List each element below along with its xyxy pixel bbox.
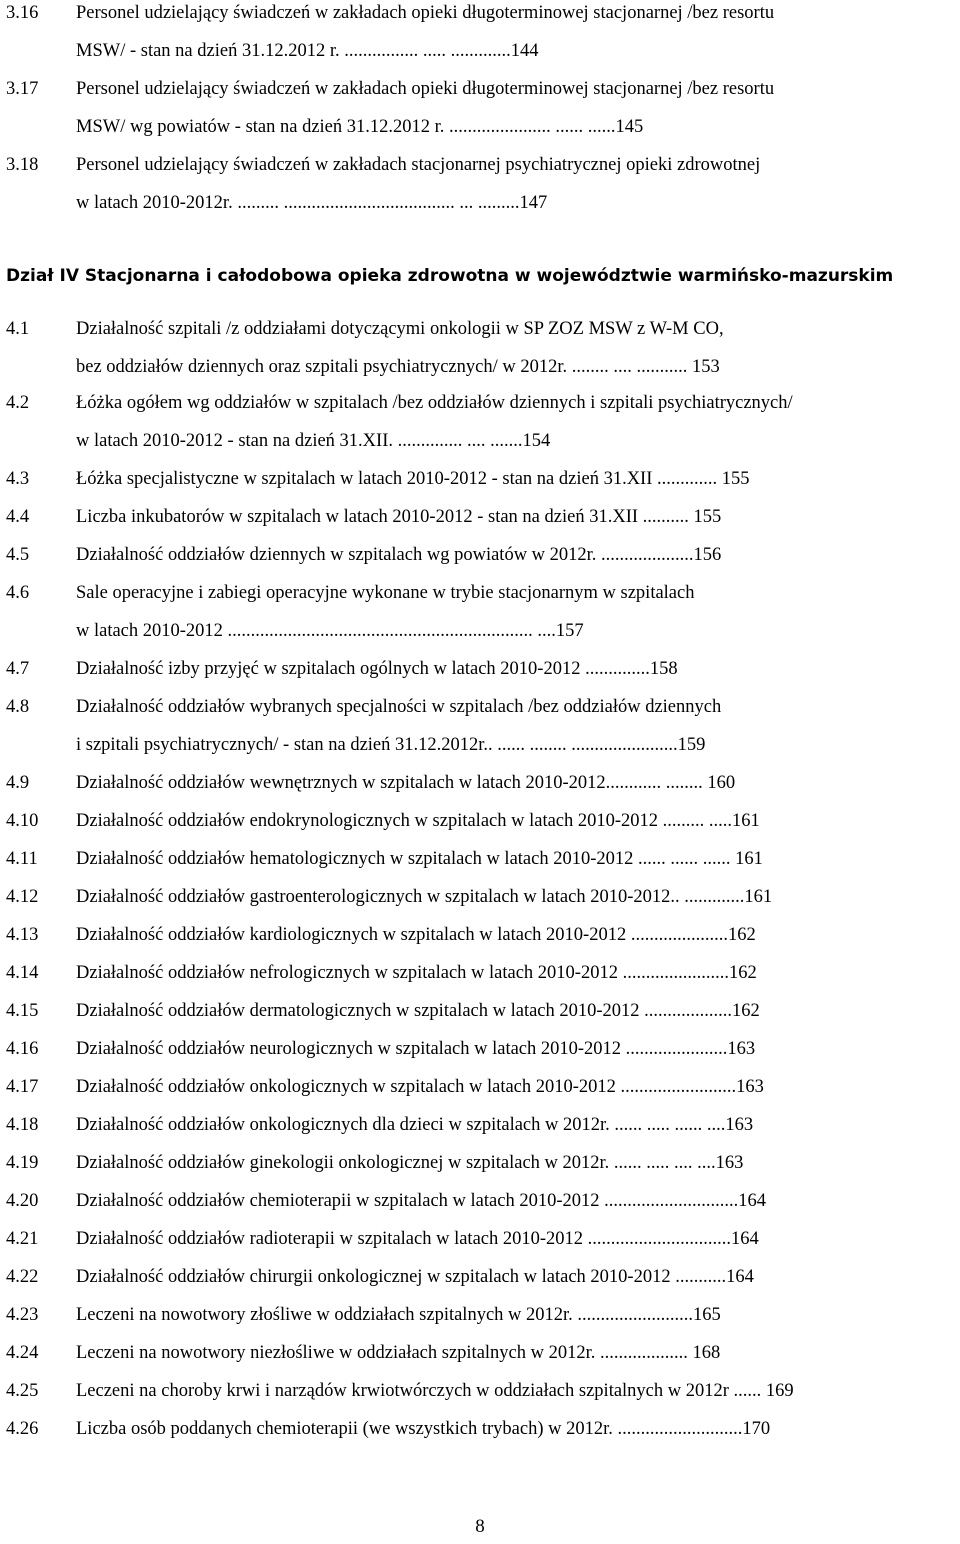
entry-title: Leczeni na choroby krwi i narządów krwiotwórczych w oddziałach szpitalnych w 2012r ...... 169 bbox=[76, 1381, 794, 1401]
toc-entry-4-1 bbox=[6, 310, 956, 386]
toc-entry-4-7 bbox=[6, 650, 956, 688]
entry-title: Łóżka ogółem wg oddziałów w szpitalach /bez oddziałów dziennych i szpitali psychiatrycznych/ bbox=[76, 393, 793, 413]
entry-number: 4.15 bbox=[6, 1001, 39, 1021]
toc-entry-4-10 bbox=[6, 802, 956, 840]
entry-title-continuation: bez oddziałów dziennych oraz szpitali psychiatrycznych/ w 2012r. ........ .... ........... 153 bbox=[76, 357, 720, 377]
entry-number: 4.16 bbox=[6, 1039, 39, 1059]
entry-number: 4.7 bbox=[6, 659, 30, 679]
entry-number: 4.19 bbox=[6, 1153, 39, 1173]
entry-number: 4.9 bbox=[6, 773, 30, 793]
entry-number: 4.26 bbox=[6, 1419, 39, 1439]
toc-entry-4-15 bbox=[6, 992, 956, 1030]
entry-title: Działalność oddziałów ginekologii onkologicznej w szpitalach w 2012r. ...... ..... .... ....163 bbox=[76, 1153, 744, 1173]
toc-entry-3-16 bbox=[6, 0, 956, 70]
entry-number: 3.17 bbox=[6, 79, 39, 99]
entry-title-continuation: MSW/ wg powiatów - stan na dzień 31.12.2012 r. ...................... ...... ......145 bbox=[76, 117, 644, 137]
entry-title: Personel udzielający świadczeń w zakładach opieki długoterminowej stacjonarnej /bez resortu bbox=[76, 79, 775, 99]
entry-title-continuation: MSW/ - stan na dzień 31.12.2012 r. ................ ..... .............144 bbox=[76, 41, 539, 61]
toc-entry-4-11 bbox=[6, 840, 956, 878]
entry-title: Personel udzielający świadczeń w zakładach opieki długoterminowej stacjonarnej /bez resortu bbox=[76, 3, 775, 23]
entry-title: Działalność oddziałów wybranych specjalności w szpitalach /bez oddziałów dziennych bbox=[76, 697, 722, 717]
toc-entry-4-22 bbox=[6, 1258, 956, 1296]
entry-title-continuation: i szpitali psychiatrycznych/ - stan na dzień 31.12.2012r.. ...... ........ .......................159 bbox=[76, 735, 706, 755]
entry-title: Działalność szpitali /z oddziałami dotyczącymi onkologii w SP ZOZ MSW z W-M CO, bbox=[76, 319, 724, 339]
entry-number: 4.2 bbox=[6, 393, 30, 413]
entry-number: 4.8 bbox=[6, 697, 30, 717]
entry-title: Sale operacyjne i zabiegi operacyjne wykonane w trybie stacjonarnym w szpitalach bbox=[76, 583, 695, 603]
toc-entry-4-3 bbox=[6, 460, 956, 498]
toc-entry-4-20 bbox=[6, 1182, 956, 1220]
entry-number: 4.23 bbox=[6, 1305, 39, 1325]
toc-entry-4-12 bbox=[6, 878, 956, 916]
entry-number: 4.13 bbox=[6, 925, 39, 945]
entry-number: 4.18 bbox=[6, 1115, 39, 1135]
entry-title: Działalność izby przyjęć w szpitalach ogólnych w latach 2010-2012 ..............158 bbox=[76, 659, 678, 679]
toc-entry-4-13 bbox=[6, 916, 956, 954]
entry-number: 4.25 bbox=[6, 1381, 39, 1401]
entry-number: 4.4 bbox=[6, 507, 30, 527]
entry-number: 4.1 bbox=[6, 319, 30, 339]
toc-entry-4-26 bbox=[6, 1410, 956, 1448]
entry-title: Leczeni na nowotwory złośliwe w oddziałach szpitalnych w 2012r. .........................165 bbox=[76, 1305, 721, 1325]
toc-entry-4-5 bbox=[6, 536, 956, 574]
toc-entry-4-18 bbox=[6, 1106, 956, 1144]
entry-title: Działalność oddziałów nefrologicznych w szpitalach w latach 2010-2012 .......................162 bbox=[76, 963, 757, 983]
toc-entry-4-19 bbox=[6, 1144, 956, 1182]
toc-entry-4-4 bbox=[6, 498, 956, 536]
entry-title: Działalność oddziałów hematologicznych w szpitalach w latach 2010-2012 ...... ...... ...... 161 bbox=[76, 849, 763, 869]
entry-title: Personel udzielający świadczeń w zakładach stacjonarnej psychiatrycznej opieki zdrowotnej bbox=[76, 155, 761, 175]
toc-entry-4-6 bbox=[6, 574, 956, 650]
entry-title: Działalność oddziałów chirurgii onkologicznej w szpitalach w latach 2010-2012 ...........164 bbox=[76, 1267, 754, 1287]
entry-number: 4.20 bbox=[6, 1191, 39, 1211]
toc-entry-4-2 bbox=[6, 384, 956, 460]
entry-number: 4.5 bbox=[6, 545, 30, 565]
entry-number: 4.21 bbox=[6, 1229, 39, 1249]
entry-number: 4.10 bbox=[6, 811, 39, 831]
entry-title: Działalność oddziałów endokrynologicznych w szpitalach w latach 2010-2012 ......... .....161 bbox=[76, 811, 760, 831]
entry-number: 4.6 bbox=[6, 583, 30, 603]
entry-title: Działalność oddziałów onkologicznych dla dzieci w szpitalach w 2012r. ...... ..... ...... ....163 bbox=[76, 1115, 754, 1135]
entry-title: Liczba inkubatorów w szpitalach w latach 2010-2012 - stan na dzień 31.XII .......... 155 bbox=[76, 507, 722, 527]
entry-title-continuation: w latach 2010-2012 .................................................................. ....157 bbox=[76, 621, 584, 641]
entry-number: 3.18 bbox=[6, 155, 39, 175]
toc-entry-4-9 bbox=[6, 764, 956, 802]
toc-entry-4-25 bbox=[6, 1372, 956, 1410]
toc-entry-4-14 bbox=[6, 954, 956, 992]
entry-title-continuation: w latach 2010-2012r. ......... ..................................... ... .........147 bbox=[76, 193, 548, 213]
entry-number: 4.14 bbox=[6, 963, 39, 983]
toc-entry-3-18 bbox=[6, 146, 956, 222]
entry-title: Działalność oddziałów gastroenterologicznych w szpitalach w latach 2010-2012.. .............161 bbox=[76, 887, 773, 907]
entry-title: Działalność oddziałów dermatologicznych w szpitalach w latach 2010-2012 ...................162 bbox=[76, 1001, 760, 1021]
entry-number: 4.17 bbox=[6, 1077, 39, 1097]
entry-title: Działalność oddziałów neurologicznych w szpitalach w latach 2010-2012 ......................163 bbox=[76, 1039, 756, 1059]
entry-title: Działalność oddziałów onkologicznych w szpitalach w latach 2010-2012 .........................163 bbox=[76, 1077, 764, 1097]
entry-number: 4.24 bbox=[6, 1343, 39, 1363]
toc-entry-4-24 bbox=[6, 1334, 956, 1372]
entry-number: 3.16 bbox=[6, 3, 39, 23]
page-number: 8 bbox=[475, 1516, 485, 1537]
entry-number: 4.22 bbox=[6, 1267, 39, 1287]
entry-number: 4.11 bbox=[6, 849, 38, 869]
entry-title: Liczba osób poddanych chemioterapii (we wszystkich trybach) w 2012r. ...........................170 bbox=[76, 1419, 771, 1439]
entry-title: Łóżka specjalistyczne w szpitalach w latach 2010-2012 - stan na dzień 31.XII ............. 155 bbox=[76, 469, 750, 489]
entry-title-continuation: w latach 2010-2012 - stan na dzień 31.XII. .............. .... .......154 bbox=[76, 431, 551, 451]
entry-number: 4.3 bbox=[6, 469, 30, 489]
entry-title: Działalność oddziałów wewnętrznych w szpitalach w latach 2010-2012............ ........ 160 bbox=[76, 773, 736, 793]
entry-title: Działalność oddziałów kardiologicznych w szpitalach w latach 2010-2012 .....................162 bbox=[76, 925, 756, 945]
toc-entry-3-17 bbox=[6, 70, 956, 146]
toc-entry-4-8 bbox=[6, 688, 956, 764]
entry-title: Działalność oddziałów chemioterapii w szpitalach w latach 2010-2012 .............................164 bbox=[76, 1191, 766, 1211]
toc-entry-4-17 bbox=[6, 1068, 956, 1106]
entry-title: Leczeni na nowotwory niezłośliwe w oddziałach szpitalnych w 2012r. ................... 168 bbox=[76, 1343, 721, 1363]
toc-entry-4-16 bbox=[6, 1030, 956, 1068]
entry-title: Działalność oddziałów radioterapii w szpitalach w latach 2010-2012 ...............................164 bbox=[76, 1229, 759, 1249]
entry-title: Działalność oddziałów dziennych w szpitalach wg powiatów w 2012r. ....................156 bbox=[76, 545, 722, 565]
entry-number: 4.12 bbox=[6, 887, 39, 907]
toc-entry-4-23 bbox=[6, 1296, 956, 1334]
section-heading: Dział IV Stacjonarna i całodobowa opieka zdrowotna w województwie warmińsko-mazurskim bbox=[6, 266, 894, 286]
toc-entry-4-21 bbox=[6, 1220, 956, 1258]
